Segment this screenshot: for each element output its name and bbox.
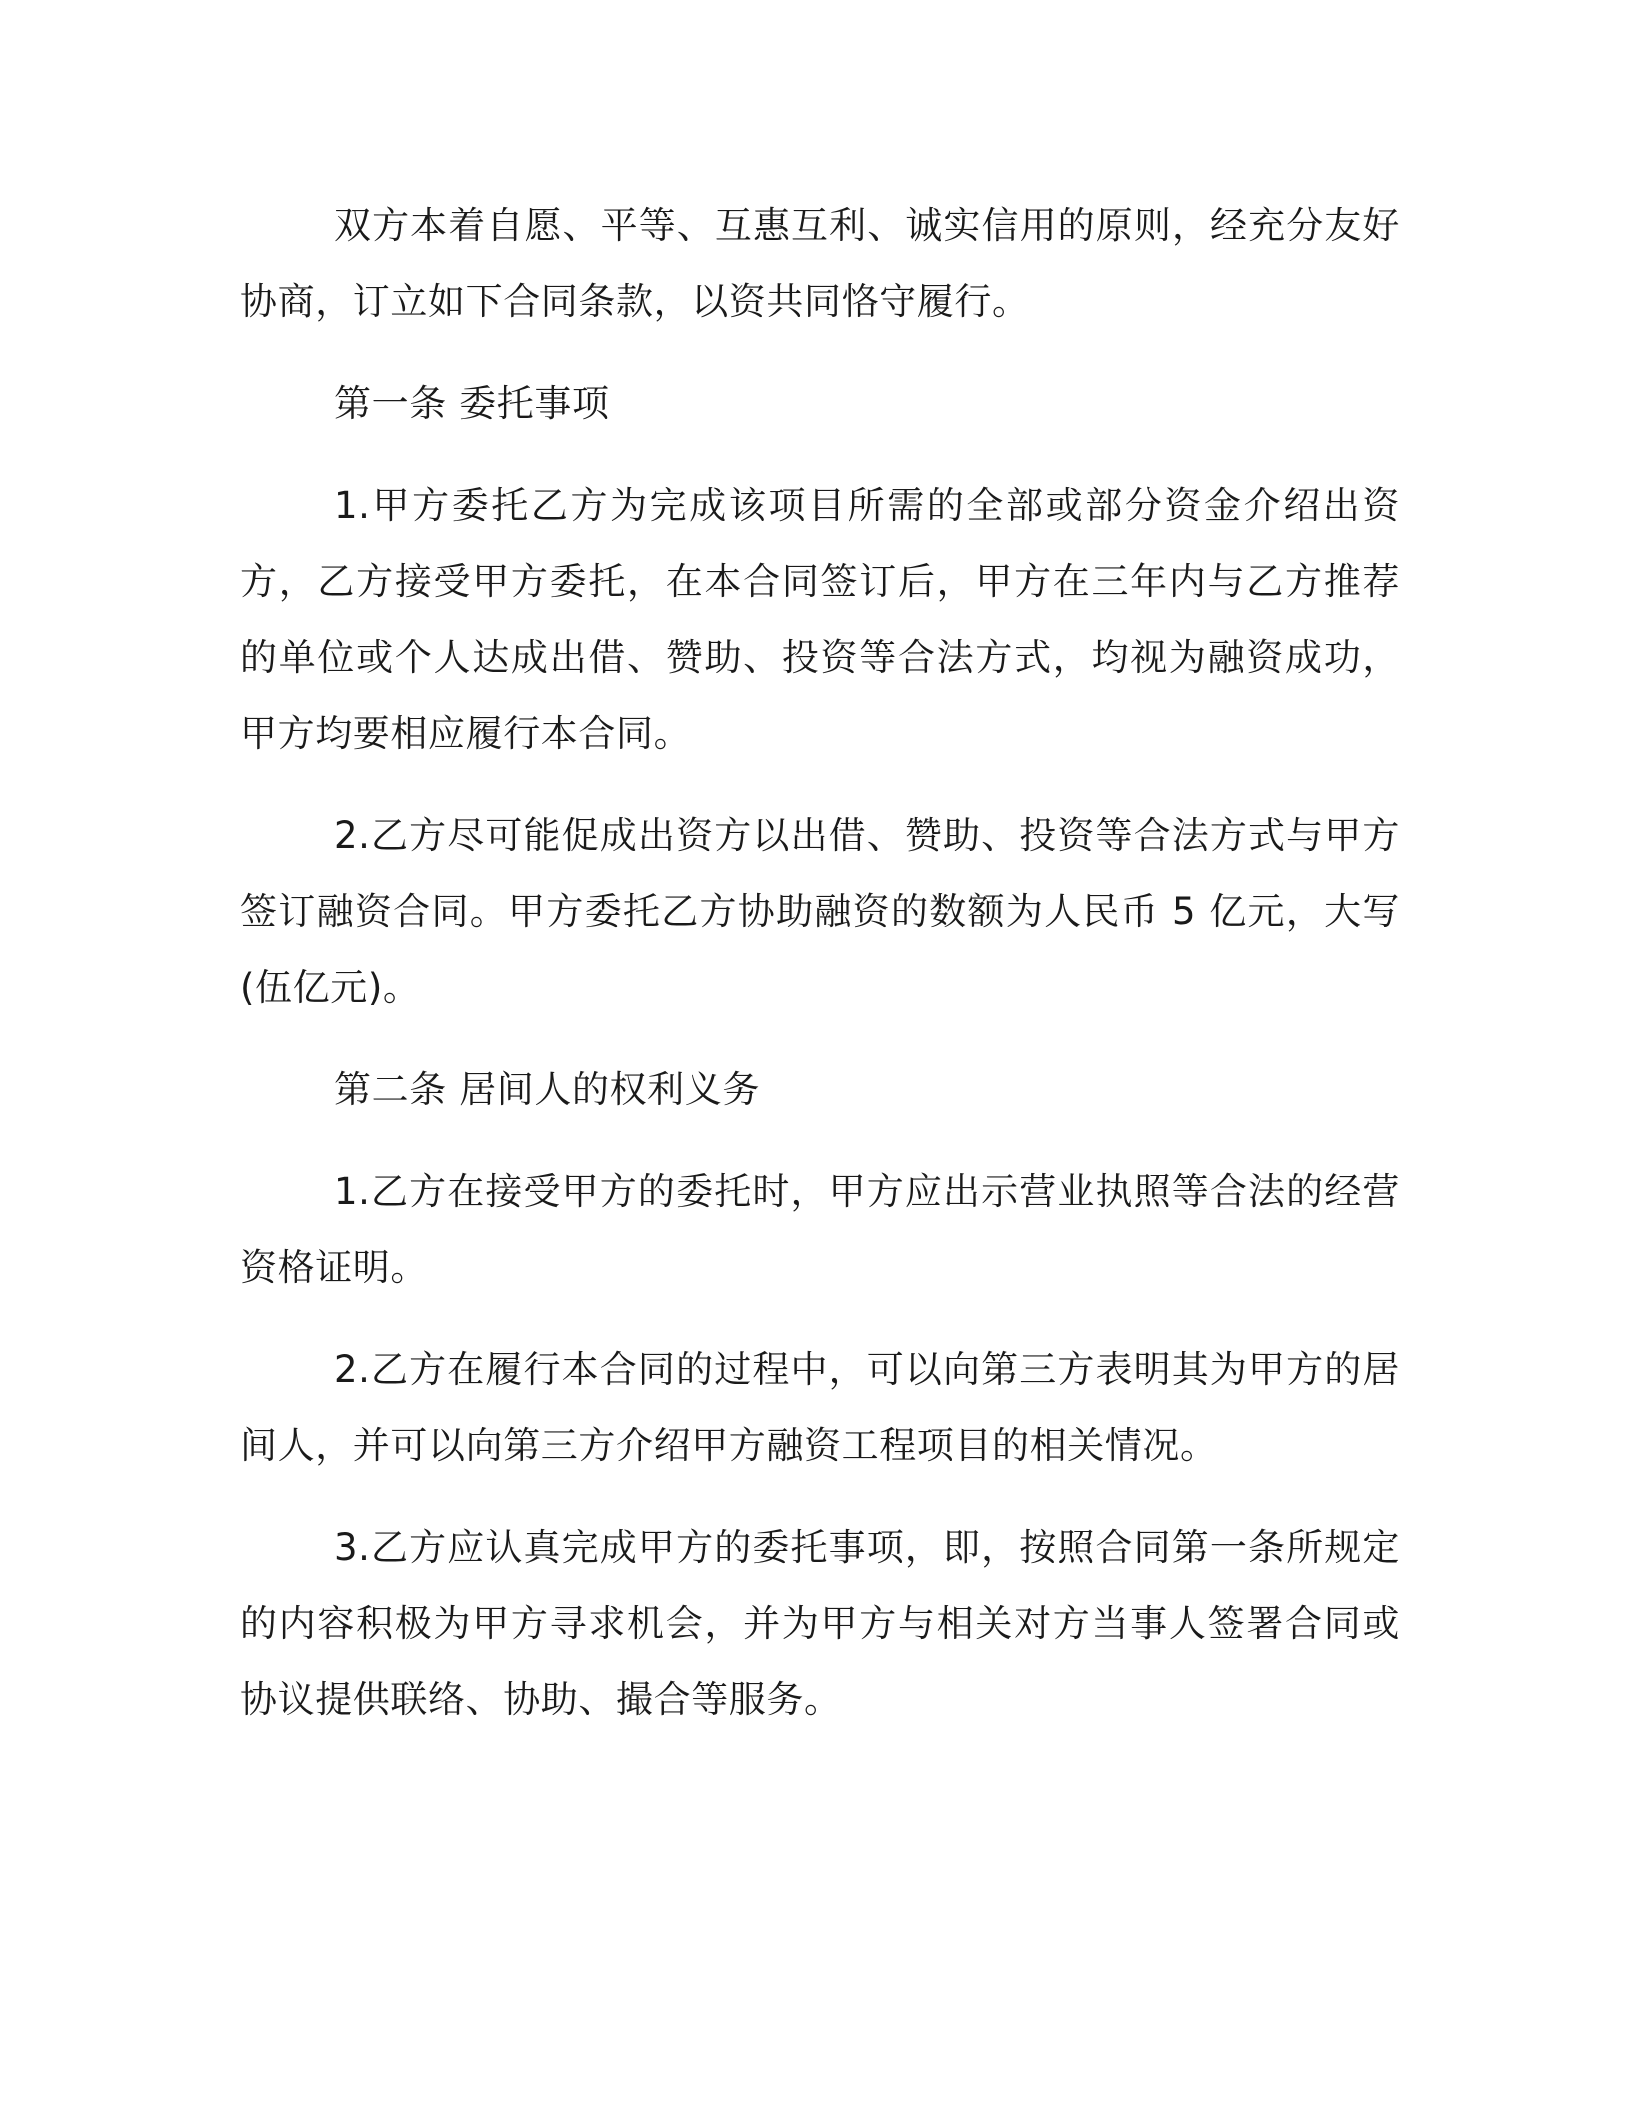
document-body — [240, 188, 1400, 1764]
article-1-clause-2: 2.乙方尽可能促成出资方以出借、赞助、投资等合法方式与甲方签订融资合同。甲方委托乙方协助融资的数额为人民币 5 亿元，大写(伍亿元)。 — [240, 814, 1400, 1009]
article-1-clause-1: 1.甲方委托乙方为完成该项目所需的全部或部分资金介绍出资方，乙方接受甲方委托，在本合同签订后，甲方在三年内与乙方推荐的单位或个人达成出借、赞助、投资等合法方式，均视为融资成功，甲方均要相应履行本合同。 — [240, 484, 1400, 755]
article-2-heading: 第二条 居间人的权利义务 — [334, 1068, 760, 1111]
article-2-clause-2: 2.乙方在履行本合同的过程中，可以向第三方表明其为甲方的居间人，并可以向第三方介绍甲方融资工程项目的相关情况。 — [240, 1348, 1400, 1467]
article-1-heading: 第一条 委托事项 — [334, 382, 610, 425]
intro-paragraph: 双方本着自愿、平等、互惠互利、诚实信用的原则，经充分友好协商，订立如下合同条款，以资共同恪守履行。 — [240, 204, 1400, 323]
article-2-clause-3: 3.乙方应认真完成甲方的委托事项，即，按照合同第一条所规定的内容积极为甲方寻求机会，并为甲方与相关对方当事人签署合同或协议提供联络、协助、撮合等服务。 — [240, 1526, 1400, 1721]
article-2-clause-1: 1.乙方在接受甲方的委托时，甲方应出示营业执照等合法的经营资格证明。 — [240, 1170, 1400, 1289]
